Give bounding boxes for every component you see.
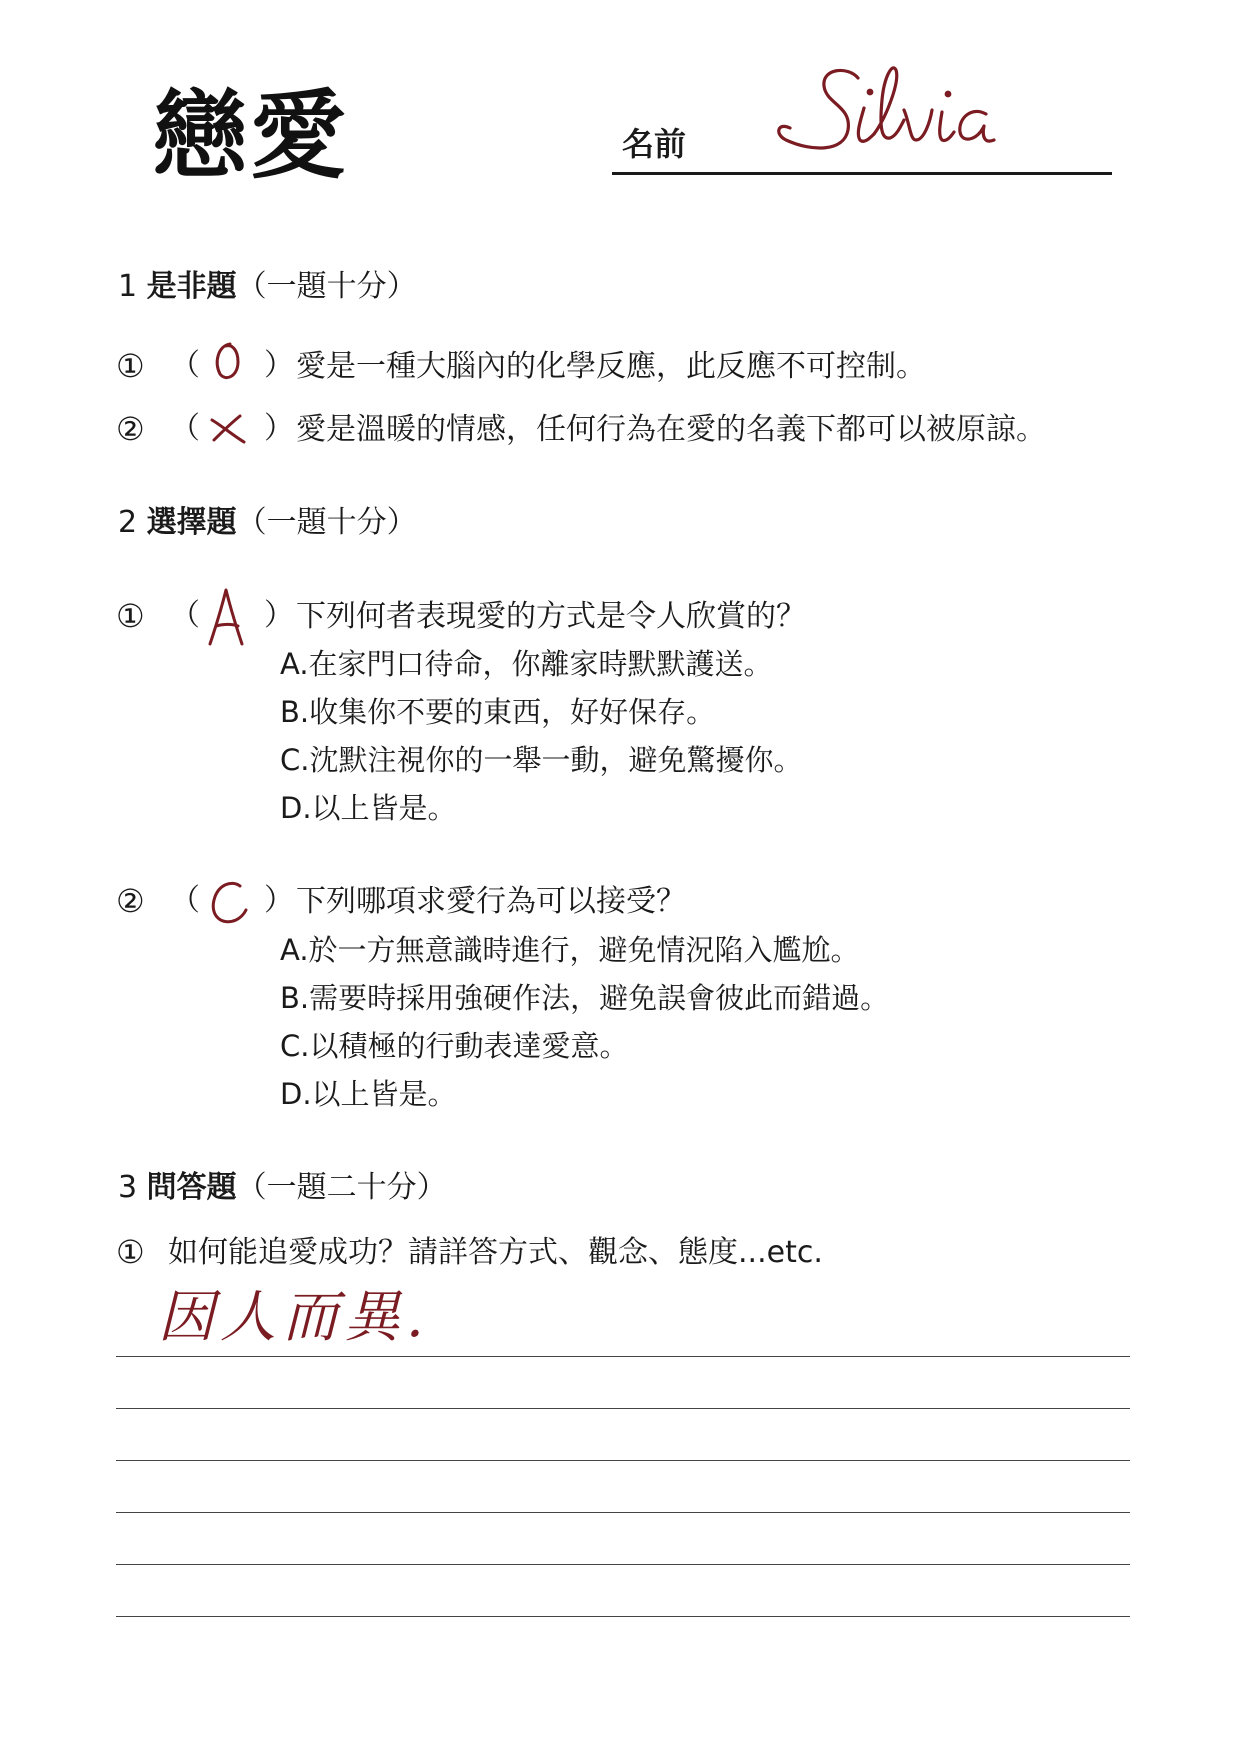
section-3-heading	[118, 1170, 447, 1205]
section-3-number: 3	[118, 1170, 138, 1205]
question-2-1-answer	[204, 586, 248, 648]
question-3-1-number: ①	[116, 1233, 145, 1271]
answer-line	[116, 1616, 1130, 1617]
question-1-2-open-paren: （	[170, 411, 200, 446]
answer-line	[116, 1408, 1130, 1409]
section-2-heading	[118, 505, 417, 540]
question-2-1-text: 下列何者表現愛的方式是令人欣賞的？	[296, 599, 806, 634]
name-signature	[760, 48, 1060, 168]
question-1-2-text: 愛是溫暖的情感，任何行為在愛的名義下都可以被原諒。	[296, 412, 1046, 447]
section-1-title: 是非題	[146, 269, 237, 304]
question-2-2-text: 下列哪項求愛行為可以接受？	[296, 884, 686, 919]
question-2-2-close-paren: ）	[264, 883, 294, 918]
question-2-2-number: ②	[116, 882, 145, 920]
question-1-2-close-paren: ）	[264, 411, 294, 446]
question-1-1-text: 愛是一種大腦內的化學反應，此反應不可控制。	[296, 349, 926, 384]
question-2-1-close-paren: ）	[264, 598, 294, 633]
answer-line	[116, 1564, 1130, 1565]
question-1-2-answer	[206, 412, 250, 446]
section-1-number: 1	[118, 269, 138, 304]
question-2-1-option-a: A.在家門口待命，你離家時默默護送。	[280, 647, 773, 681]
question-1-1-answer	[208, 340, 248, 384]
question-1-1-open-paren: （	[170, 348, 200, 383]
section-2-title: 選擇題	[146, 505, 237, 540]
section-3-title: 問答題	[146, 1170, 237, 1205]
question-2-1-option-c: C.沈默注視你的一舉一動，避免驚擾你。	[280, 743, 803, 777]
section-2-number: 2	[118, 505, 138, 540]
answer-line	[116, 1512, 1130, 1513]
question-2-1-open-paren: （	[170, 598, 200, 633]
question-2-1-option-b: B.收集你不要的東西，好好保存。	[280, 695, 716, 729]
question-2-2-option-c: C.以積極的行動表達愛意。	[280, 1029, 629, 1063]
answer-line	[116, 1460, 1130, 1461]
question-1-1-number: ①	[116, 347, 145, 385]
question-3-1-answer: 因人而異.	[158, 1285, 430, 1350]
page-title: 戀愛	[152, 80, 348, 192]
name-underline	[612, 172, 1112, 175]
question-2-2-open-paren: （	[170, 883, 200, 918]
section-3-points: （一題二十分）	[236, 1170, 447, 1205]
section-1-points: （一題十分）	[236, 269, 417, 304]
section-1-heading	[118, 269, 417, 304]
question-2-2-option-a: A.於一方無意識時進行，避免情況陷入尷尬。	[280, 933, 860, 967]
question-3-1-text: 如何能追愛成功？請詳答方式、觀念、態度...etc.	[168, 1235, 823, 1270]
question-2-2-option-d: D.以上皆是。	[280, 1077, 457, 1111]
answer-line	[116, 1356, 1130, 1357]
section-2-points: （一題十分）	[236, 505, 417, 540]
question-2-1-number: ①	[116, 597, 145, 635]
question-1-2-number: ②	[116, 410, 145, 448]
question-2-2-answer	[206, 878, 250, 928]
question-2-1-option-d: D.以上皆是。	[280, 791, 457, 825]
question-2-2-option-b: B.需要時採用強硬作法，避免誤會彼此而錯過。	[280, 981, 890, 1015]
question-1-1-close-paren: ）	[264, 348, 294, 383]
name-label: 名前	[622, 125, 687, 163]
